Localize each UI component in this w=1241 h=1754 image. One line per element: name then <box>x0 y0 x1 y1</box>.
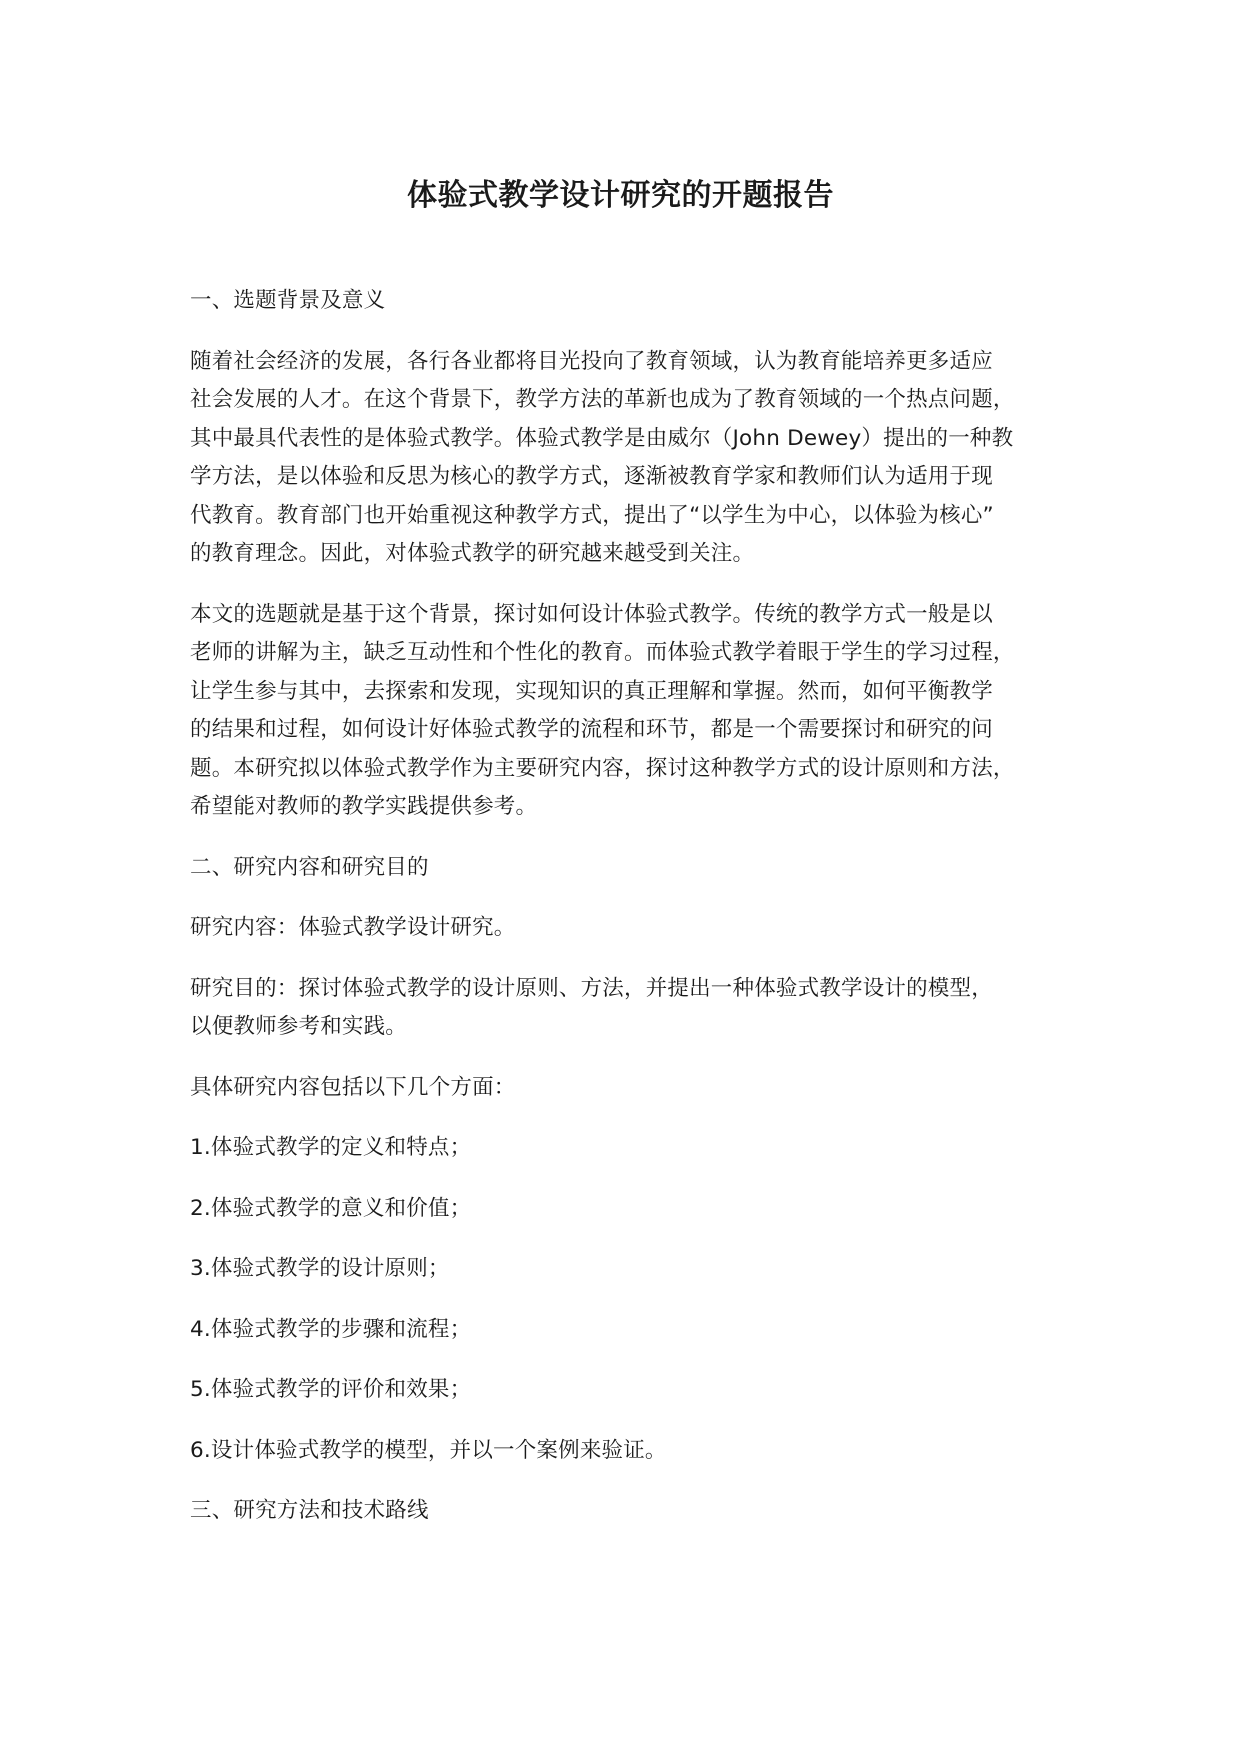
list-item-5 <box>190 1371 1090 1410</box>
text-line: 的教育理念。因此，对体验式教学的研究越来越受到关注。 <box>190 541 755 566</box>
paragraph-spacer <box>190 1168 1090 1190</box>
paragraph-background <box>190 343 1090 574</box>
section-heading-1 <box>190 282 1090 321</box>
text-line: 学方法，是以体验和反思为核心的教学方式，逐渐被教育学家和教师们认为适用于现 <box>190 464 993 489</box>
paragraph-spacer <box>190 1047 1090 1069</box>
paragraph-spacer <box>190 1410 1090 1432</box>
list-item-3 <box>190 1250 1090 1289</box>
text-line: 2.体验式教学的意义和价值； <box>190 1195 472 1221</box>
text-line: 希望能对教师的教学实践提供参考。 <box>190 794 538 819</box>
paragraph-list-intro <box>190 1069 1090 1108</box>
text-line: 题。本研究拟以体验式教学作为主要研究内容，探讨这种教学方式的设计原则和方法， <box>190 755 1015 781</box>
paragraph-spacer <box>190 1470 1090 1492</box>
text-line: 本文的选题就是基于这个背景，探讨如何设计体验式教学。传统的教学方式一般是以 <box>190 601 993 627</box>
text-line: 随着社会经济的发展，各行各业都将目光投向了教育领域，认为教育能培养更多适应 <box>190 348 993 374</box>
paragraph-spacer <box>190 887 1090 909</box>
text-line: 一、选题背景及意义 <box>190 288 386 313</box>
list-item-2 <box>190 1190 1090 1229</box>
paragraph-research-goal <box>190 970 1090 1047</box>
paragraph-spacer <box>190 321 1090 343</box>
document-body <box>190 282 1090 1531</box>
list-item-6 <box>190 1432 1090 1471</box>
text-line: 代教育。教育部门也开始重视这种教学方式，提出了“以学生为中心，以体验为核心” <box>190 502 994 528</box>
paragraph-topic <box>190 596 1090 827</box>
text-line: 其中最具代表性的是体验式教学。体验式教学是由威尔（John Dewey）提出的一种教 <box>190 425 1014 451</box>
text-line: 社会发展的人才。在这个背景下，教学方法的革新也成为了教育领域的一个热点问题， <box>190 387 1015 412</box>
paragraph-research-content <box>190 909 1090 948</box>
text-line: 3.体验式教学的设计原则； <box>190 1256 450 1281</box>
paragraph-spacer <box>190 1289 1090 1311</box>
text-line: 以便教师参考和实践。 <box>190 1014 408 1039</box>
paragraph-spacer <box>190 1107 1090 1129</box>
text-line: 二、研究内容和研究目的 <box>190 854 429 880</box>
text-line: 6.设计体验式教学的模型，并以一个案例来验证。 <box>190 1437 667 1463</box>
text-line: 5.体验式教学的评价和效果； <box>190 1377 472 1402</box>
text-line: 让学生参与其中，去探索和发现，实现知识的真正理解和掌握。然而，如何平衡教学 <box>190 678 993 704</box>
text-line: 具体研究内容包括以下几个方面： <box>190 1074 516 1100</box>
text-line: 三、研究方法和技术路线 <box>190 1498 429 1523</box>
text-line: 的结果和过程，如何设计好体验式教学的流程和环节，都是一个需要探讨和研究的问 <box>190 717 993 742</box>
section-heading-3 <box>190 1492 1090 1531</box>
paragraph-spacer <box>190 574 1090 596</box>
list-item-4 <box>190 1311 1090 1350</box>
list-item-1 <box>190 1129 1090 1168</box>
document-title: 体验式教学设计研究的开题报告 <box>407 178 834 213</box>
paragraph-spacer <box>190 827 1090 849</box>
text-line: 1.体验式教学的定义和特点； <box>190 1135 472 1160</box>
paragraph-spacer <box>190 1349 1090 1371</box>
text-line: 研究目的：探讨体验式教学的设计原则、方法，并提出一种体验式教学设计的模型， <box>190 975 993 1001</box>
paragraph-spacer <box>190 948 1090 970</box>
text-line: 4.体验式教学的步骤和流程； <box>190 1316 472 1342</box>
paragraph-spacer <box>190 1228 1090 1250</box>
text-line: 研究内容：体验式教学设计研究。 <box>190 915 516 940</box>
text-line: 老师的讲解为主，缺乏互动性和个性化的教育。而体验式教学着眼于学生的学习过程， <box>190 640 1015 665</box>
section-heading-2 <box>190 849 1090 888</box>
